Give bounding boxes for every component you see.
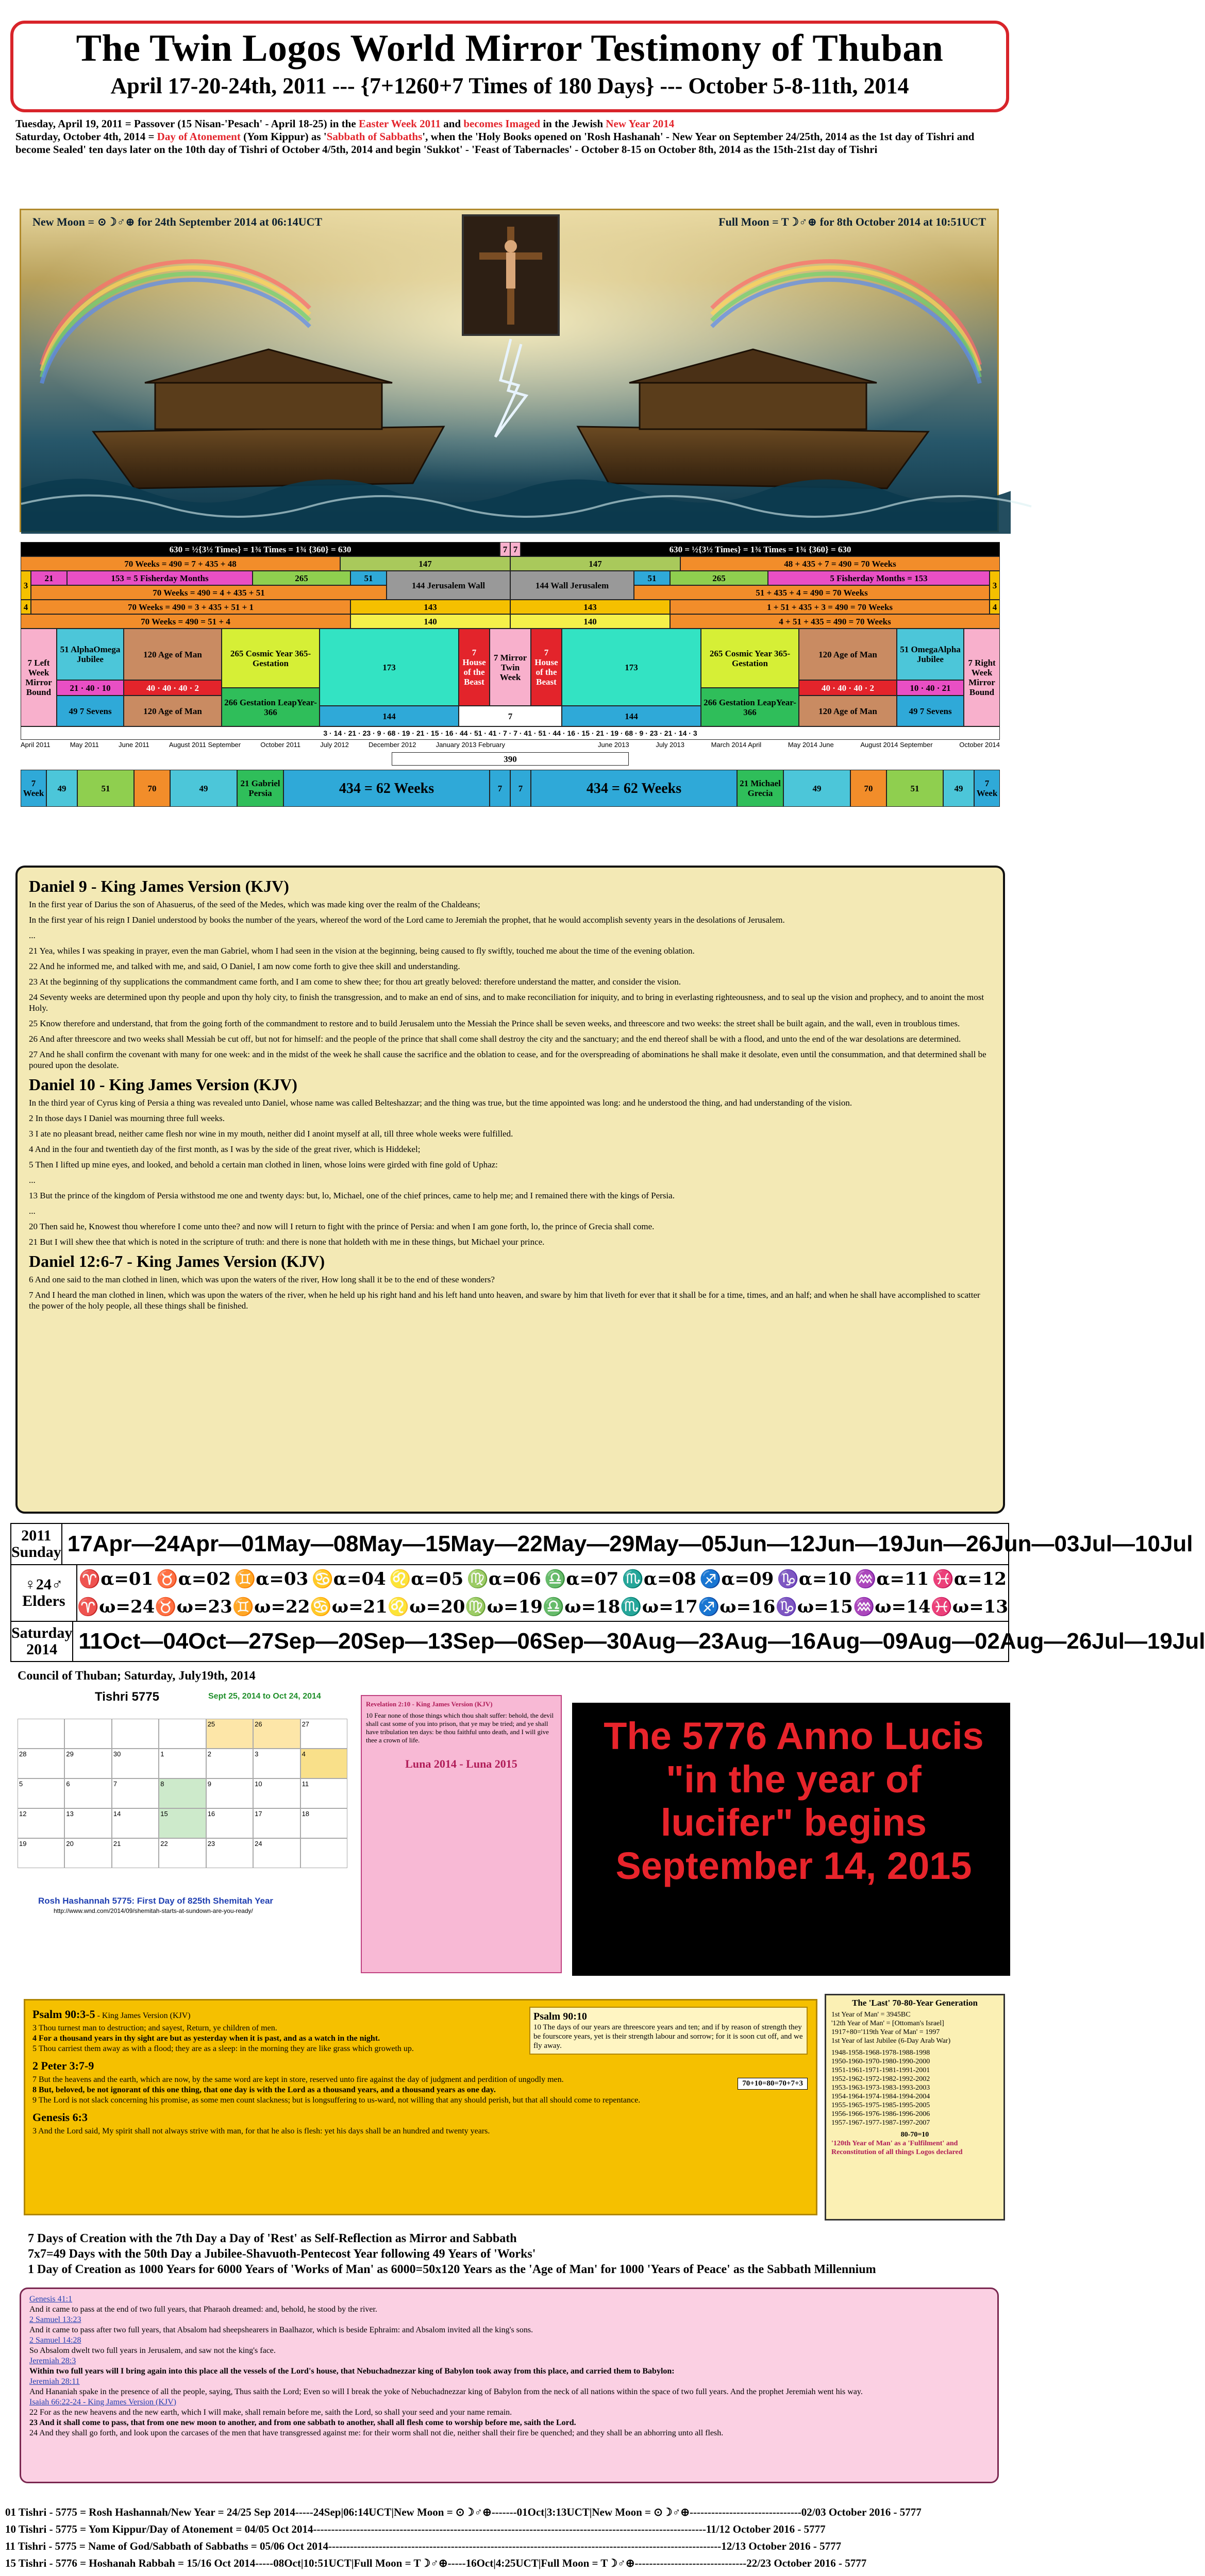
ref-genesis-41[interactable]: Genesis 41:1 (29, 2295, 73, 2303)
council-title: Council of Thuban; Saturday, July19th, 2014 (18, 1669, 256, 1683)
chart-ticks-right: June 2013 July 2013 March 2014 April May 2014 June August 2014 September October 2014 (598, 741, 1000, 749)
right-week-mirror: 7 Right Week Mirror Bound (964, 629, 1000, 726)
page-title: The Twin Logos World Mirror Testimony of Thuban (76, 27, 944, 70)
cal-row-2014: Saturday 2014 11Oct—04Oct—27Sep—20Sep—13Sep—06Sep—30Aug—23Aug—16Aug—09Aug—02Aug—26Jul—19Jul (11, 1622, 1008, 1661)
tishri-calendar: Tishri 5775 Sept 25, 2014 to Oct 24, 2014 25 26 27 28 29 30 1 2 3 4 5 6 7 8 9 10 11 12 13 14 15 16 17 18 19 20 21 22 23 24 Rosh Hashannah 5775: First Day of 825th Shemitah Year http://www.wnd.com/2014/09/shemitah-starts-at-sundown-are-you-ready/ (18, 1690, 347, 1917)
psalm-panel: Psalm 90:3-5 - King James Version (KJV) 3 Thou turnest man to destruction; and sayest, Return, ye children of men. 4 For a thousand years in thy sight are but as yesterday when it is past, and as a watch in the night. 5 Thou carriest them away as with a flood; they are as a sleep: in the morning they are like grass which groweth up. Psalm 90:10 10 The days of our years are threescore years and ten; and if by reason of strength they be fourscore years, yet is their strength labour and sorrow; for it is soon cut off, and we fly away. 70+10=80=70+7+3 2 Peter 3:7-9 7 But the heavens and the earth, which are now, by the same word are kept in store, reserved unto fire against the day of judgment and perdition of ungodly men. 8 But, beloved, be not ignorant of this one thing, that one day is with the Lord as a thousand years, and a thousand years as one day. 9 The Lord is not slack concerning his promise, as some men count slackness; but is longsuffering to us-ward, not willing that any should perish, but that all should come to repentance. Genesis 6:3 3 And the Lord said, My spirit shall not always strive with man, for that he also is flesh: yet his days shall be an hundred and twenty years. (24, 1999, 817, 2215)
ref-2-samuel-14[interactable]: 2 Samuel 14:28 (29, 2336, 81, 2345)
daniel-9-title: Daniel 9 - King James Version (KJV) (29, 877, 289, 895)
intro-line-1: Tuesday, April 19, 2011 = Passover (15 Nisan-'Pesach' - April 18-25) in the Easter Week 2011 and becomes Imaged in the Jewish New Year 2014 (15, 117, 675, 130)
full-moon-label: Full Moon = T☽♂⊕ for 8th October 2014 at 10:51UCT (718, 215, 986, 228)
page-subtitle: April 17-20-24th, 2011 --- {7+1260+7 Times of 180 Days} --- October 5-8-11th, 2014 (110, 73, 909, 98)
ref-2-samuel-13[interactable]: 2 Samuel 13:23 (29, 2315, 81, 2324)
daniel-scripture-panel: Daniel 9 - King James Version (KJV) In the first year of Darius the son of Ahasuerus, of the seed of the Medes, which was made king over the realm of the Chaldeans; In the first year of his reign I Daniel understood by books the number of the years, whereof the word of the Lord came to Jeremiah the prophet, that he would accomplish seventy years in the desolations of Jerusalem. ... 21 Yea, whiles I was speaking in prayer, even the man Gabriel, whom I had seen in the vision at the beginning, being caused to fly swiftly, touched me about the time of the evening oblation. 22 And he informed me, and talked with me, and said, O Daniel, I am now come forth to give thee skill and understanding. 23 At the beginning of thy supplications the commandment came forth, and I am come to shew thee; for thou art greatly beloved: therefore understand the matter, and consider the vision. 24 Seventy weeks are determined upon thy people and upon thy holy city, to finish the transgression, and to make an end of sins, and to make reconciliation for iniquity, and to bring in everlasting righteousness, and to seal up the vision and prophecy, and to anoint the most Holy. 25 Know therefore and understand, that from the going forth of the commandment to restore and to build Jerusalem unto the Messiah the Prince shall be seven weeks, and threescore and two weeks: the street shall be built again, and the wall, even in troublous times. 26 And after threescore and two weeks shall Messiah be cut off, but not for himself: and the people of the prince that shall come shall destroy the city and the sanctuary; and the end thereof shall be with a flood, and unto the end of the war desolations are determined. 27 And he shall confirm the covenant with many for one week: and in the midst of the week he shall cause the sacrifice and the oblation to cease, and for the overspreading of abominations he shall make it desolate, even until the consummation, and that determined shall be poured upon the desolate. Daniel 10 - King James Version (KJV) In the third year of Cyrus king of Persia a thing was revealed unto Daniel, whose name was called Belteshazzar; and the thing was true, but the time appointed was long: and he understood the thing, and had understanding of the vision. 2 In those days I Daniel was mourning three full weeks. 3 I ate no pleasant bread, neither came flesh nor wine in my mouth, neither did I anoint myself at all, till three whole weeks were fulfilled. 4 And in the four and twentieth day of the first month, as I was by the side of the great river, which is Hiddekel; 5 Then I lifted up mine eyes, and looked, and behold a certain man clothed in linen, whose loins were girded with fine gold of Uphaz: ... 13 But the prince of the kingdom of Persia withstood me one and twenty days: but, lo, Michael, one of the chief princes, came to help me; and I remained there with the kings of Persia. ... 20 Then said he, Knowest thou wherefore I come unto thee? and now will I return to fight with the prince of Persia: and when I am gone forth, lo, the prince of Grecia shall come. 21 But I will shew thee that which is noted in the scripture of truth: and there is none that holdeth with me in these things, but Michael your prince. Daniel 12:6-7 - King James Version (KJV) 6 And one said to the man clothed in linen, which was upon the waters of the river, How long shall it be to the end of these wonders? 7 And I heard the man clothed in linen, which was upon the waters of the river, when he held up his right hand and his left hand unto heaven, and sware by him that liveth for ever that it shall be for a time, times, and an half; and when he shall have accomplished to scatter the power of the holy people, all these things shall be finished. (15, 866, 1005, 1514)
ark-banner (20, 209, 999, 532)
psalm-90-10-box: Psalm 90:10 10 The days of our years are threescore years and ten; and if by reason of strength they be fourscore years, yet is their strength labour and sorrow; for it is soon cut off, and we fly away. (529, 2007, 808, 2055)
new-moon-label: New Moon = ⊙☽♂⊕ for 24th September 2014 at 06:14UCT (32, 215, 323, 228)
date-mirror-table (10, 1523, 1205, 1662)
cal-row-elders: ♀24♂ Elders ♈α=01 ♉α=02 ♊α=03 ♋α=04 ♌α=05 ♍α=06 ♎α=07 ♏α=08 ♐α=09 ♑α=10 ♒α=11 ♓α=12 ♈ω=24 ♉ω=23 ♊ω=22 ♋ω=21 ♌ω=20 ♍ω=19 ♎ω=18 ♏ω=17 ♐ω=16 ♑ω=15 ♒ω=14 ♓ω=13 (11, 1565, 1008, 1622)
creation-days-text: 7 Days of Creation with the 7th Day a Day of 'Rest' as Self-Reflection as Mirror and Sabbath 7x7=49 Days with the 50th Day a Jubilee-Shavuoth-Pentecost Year following 49 Years of 'Works' 1 Day of Creation as 1000 Years for 6000 Years of 'Works of Man' as 6000=50x120 Years as the 'Age of Man' for 1000 'Years of Peace' as the Sabbath Millennium (28, 2232, 876, 2276)
title-box (10, 21, 1009, 112)
last-generation-box: The 'Last' 70-80-Year Generation 1st Year of Man' = 3945BC '12th Year of Man' = [Ottoman's Israel] 1917+80='119th Year of Man' = 1997 1st Year of last Jubilee (6-Day Arab War) 1948-1958-1968-1978-1988-1998 1950-1960-1970-1980-1990-2000 1951-1961-1971-1981-1991-2001 1952-1962-1972-1982-1992-2002 1953-1963-1973-1983-1993-2003 1954-1964-1974-1984-1994-2004 1955-1965-1975-1985-1995-2005 1956-1966-1976-1986-1996-2006 1957-1967-1977-1987-1997-2007 80-70=10 '120th Year of Man' as a 'Fulfilment' and Reconstitution of all things Logos declared (825, 1994, 1005, 2221)
ref-jeremiah-28-11[interactable]: Jeremiah 28:11 (29, 2377, 80, 2386)
cal-row-2011: 2011 Sunday 17Apr—24Apr—01May—08May—15May—22May—29May—05Jun—12Jun—19Jun—26Jun—03Jul—10Jul (11, 1524, 1008, 1565)
daniel-10-title: Daniel 10 - King James Version (KJV) (29, 1075, 297, 1094)
daniel-12-title: Daniel 12:6-7 - King James Version (KJV) (29, 1252, 325, 1270)
row1-right: 630 = ½{3½ Times} = 1¾ Times = 1¾ {360} = 630 (521, 542, 1000, 556)
seventy-weeks-chart: 630 = ½{3½ Times} = 1¾ Times = 1¾ {360} = 630 7 7 630 = ½{3½ Times} = 1¾ Times = 1¾ {360} = 630 70 Weeks = 490 = 7 + 435 + 48 147 147 48 + 435 + 7 = 490 = 70 Weeks 3 21 153 = 5 Fisherday Months 265 51 144 Jerusalem Wall 144 Wall Jerusalem 51 265 5 Fisherday Months = 153 3 70 Weeks = 490 = 4 + 435 + 51 51 + 435 + 4 = 490 = 70 Weeks 4 70 Weeks = 490 = 3 + 435 + 51 + 1 143 143 1 + 51 + 435 + 3 = 490 = 70 Weeks 4 70 Weeks = 490 = 51 + 4 140 140 4 + 51 + 435 = 490 = 70 Weeks 7 Left Week Mirror Bound 51 AlphaOmega Jubilee 120 Age of Man 265 Cosmic Year 365-Gestation 173 7 House of the Beast 7 Mirror Twin Week 7 House of the Beast 173 265 Cosmic Year 365-Gestation 120 Age of Man 51 OmegaAlpha Jubilee 7 Right Week Mirror Bound 21 · 40 · 10 40 · 40 · 40 · 2 40 · 40 · 40 · 2 10 · 40 · 21 49 7 Sevens 120 Age of Man 266 Gestation LeapYear-366 144 7 144 266 Gestation LeapYear-366 120 Age of Man 49 7 Sevens 3 · 14 · 21 · 23 · 9 · 68 · 19 · 21 · 15 · 16 · 44 · 51 · 41 · 7 · 7 · 41 · 51 · 44 · 16 · 15 · 21 · 19 · 68 · 9 · 23 · 21 · 14 · 3 April 2011 May 2011 June 2011 August 2011 September October 2011 July 2012 December 2012 January 2013 February June 2013 July 2013 March 2014 April May 2014 June August 2014 September October 2014 390 7 Week 49 51 70 49 21 Gabriel Persia 434 = 62 Weeks 7 7 434 = 62 Weeks 21 Michael Grecia 49 70 51 49 7 Week (21, 542, 1000, 856)
zodiac-grid: ♈α=01 ♉α=02 ♊α=03 ♋α=04 ♌α=05 ♍α=06 ♎α=07 ♏α=08 ♐α=09 ♑α=10 ♒α=11 ♓α=12 ♈ω=24 ♉ω=23 ♊ω=22 ♋ω=21 ♌ω=20 ♍ω=19 ♎ω=18 ♏ω=17 ♐ω=16 ♑ω=15 ♒ω=14 ♓ω=13 (77, 1569, 1008, 1617)
crucifix-portrait (462, 214, 560, 336)
tishri-grid: 25 26 27 28 29 30 1 2 3 4 5 6 7 8 9 10 11 12 13 14 15 16 17 18 19 20 21 22 23 24 (18, 1719, 347, 1868)
revelation-box: Revelation 2:10 - King James Version (KJV) 10 Fear none of those things which thou shalt suffer: behold, the devil shall cast some of you into prison, that ye may be tried; and ye shall have tribulation ten days: be thou faithful unto death, and I will give thee a crown of life. Luna 2014 - Luna 2015 (361, 1695, 562, 1973)
two-full-years-panel: Genesis 41:1 And it came to pass at the end of two full years, that Pharaoh dreamed: and, behold, he stood by the river. 2 Samuel 13:23 And it came to pass after two full years, that Absalom had sheepshearers in Baalhazor, which is beside Ephraim: and Absalom invited all the king's sons. 2 Samuel 14:28 So Absalom dwelt two full years in Jerusalem, and saw not the king's face. Jeremiah 28:3 Within two full years will I bring again into this place all the vessels of the Lord's house, that Nebuchadnezzar king of Babylon took away from this place, and carried them to Babylon: Jeremiah 28:11 And Hananiah spake in the presence of all the people, saying, Thus saith the Lord; Even so will I break the yoke of Nebuchadnezzar king of Babylon from the neck of all nations within the space of two full years. And the prophet Jeremiah went his way. Isaiah 66:22-24 - King James Version (KJV) 22 For as the new heavens and the new earth, which I will make, shall remain before me, saith the Lord, so shall your seed and your name remain. 23 And it shall come to pass, that from one new moon to another, and from one sabbath to another, shall all flesh come to worship before me, saith the Lord. 24 And they shall go forth, and look upon the carcases of the men that have transgressed against me: for their worm shall not die, neither shall their fire be quenched; and they shall be an abhorring unto all flesh. (20, 2287, 999, 2483)
chart-ticks-left: April 2011 May 2011 June 2011 August 2011 September October 2011 July 2012 December 2012 January 2013 February (21, 741, 505, 749)
ref-jeremiah-28-3[interactable]: Jeremiah 28:3 (29, 2357, 76, 2365)
row1-left: 630 = ½{3½ Times} = 1¾ Times = 1¾ {360} = 630 (21, 542, 500, 556)
anno-lucis-text: The 5776 Anno Lucis "in the year of lucifer" begins September 14, 2015 (604, 1715, 984, 1887)
left-week-mirror: 7 Left Week Mirror Bound (21, 629, 57, 726)
intro-text (15, 117, 1005, 156)
ref-isaiah-66[interactable]: Isaiah 66:22-24 - King James Version (KJV) (29, 2398, 176, 2406)
row2-left: 70 Weeks = 490 = 7 + 435 + 48 (21, 556, 340, 571)
tishri-dates-summary: 01 Tishri - 5775 = Rosh Hashannah/New Year = 24/25 Sep 2014-----24Sep|06:14UCT|New Moon = ⊙☽♂⊕-------01Oct|3:13UCT|New Moon = ⊙☽♂⊕-------------------------------02/03 October 2016 - 5777 10 Tishri - 5775 = Yom Kippur/Day of Atonement = 04/05 Oct 2014-------------------------------------------------------------------------------------------------------------11/12 October 2016 - 5777 11 Tishri - 5775 = Name of God/Sabbath of Sabbaths = 05/06 Oct 2014-------------------------------------------------------------------------------------------------------------12/13 October 2016 - 5777 15 Tishri - 5776 = Hoshanah Rabbah = 15/16 Oct 2014-----08Oct|10:51UCT|Full Moon = T☽♂⊕-----16Oct|4:25UCT|Full Moon = T☽♂⊕-------------------------------22/23 October 2016 - 5777 (5, 2506, 922, 2569)
row2-right: 48 + 435 + 7 = 490 = 70 Weeks (680, 556, 1000, 571)
intro-line-2: Saturday, October 4th, 2014 = Day of Atonement (Yom Kippur) as 'Sabbath of Sabbaths', when the 'Holy Books opened on 'Rosh Hashanah' - New Year on September 24/25th, 2014 as the 1st day of Tishri and become Sealed' ten days later on the 10th day of Tishri of October 4/5th, 2014 and begin 'Sukkot' - 'Feast of Tabernacles' - October 8-15 on October 8th, 2014 as the 15th-21st day of Tishri (15, 130, 975, 156)
n390: 390 (392, 752, 629, 766)
